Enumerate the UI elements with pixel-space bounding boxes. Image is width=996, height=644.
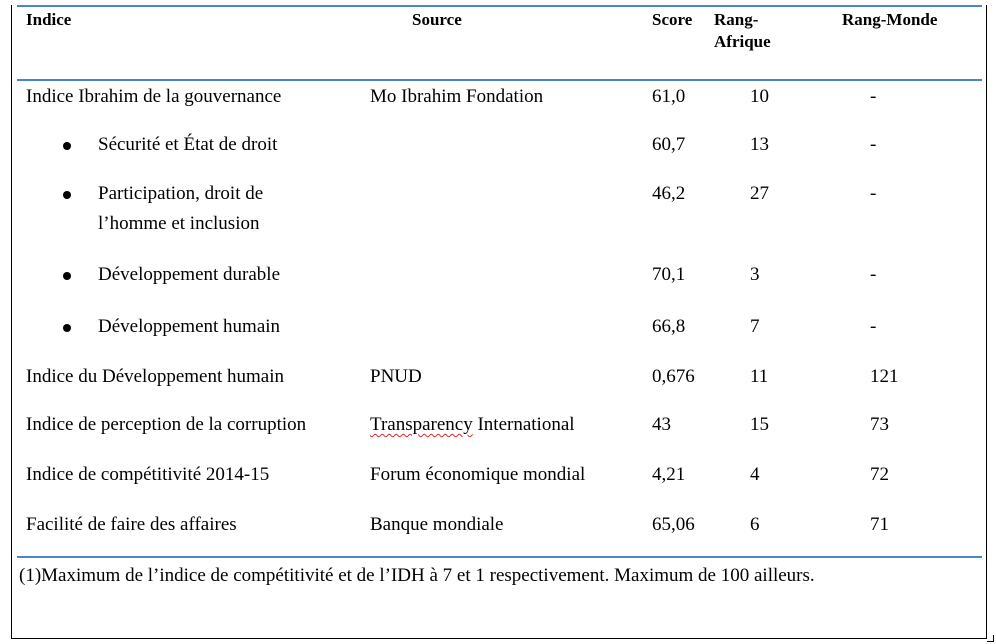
row-0-indice: Indice Ibrahim de la gouvernance (26, 86, 282, 107)
row-3-rang-monde: - (870, 264, 877, 285)
row-0-rang-afrique: 10 (750, 86, 769, 107)
header-source: Source (412, 10, 462, 29)
row-6-source (370, 410, 575, 440)
row-4-score: 66,8 (652, 316, 686, 337)
row-6-rang-afrique: 15 (750, 414, 769, 435)
bullet-icon (63, 142, 71, 150)
header-rang-monde: Rang-Monde (842, 10, 938, 29)
row-5-rang-monde: 121 (870, 366, 899, 387)
bullet-icon (63, 272, 71, 280)
row-1-score: 60,7 (652, 134, 686, 155)
row-7-score: 4,21 (652, 464, 686, 485)
row-8-rang-afrique: 6 (750, 514, 760, 535)
row-6-source-rest: International (472, 414, 575, 435)
row-7-source: Forum économique mondial (370, 464, 586, 485)
row-3-indice: Développement durable (98, 264, 281, 285)
row-1-rang-afrique: 13 (750, 134, 769, 155)
header-rang-afrique: Rang- Afrique (714, 10, 771, 51)
row-2-indice-line1: Participation, droit de (98, 183, 264, 204)
row-7-indice: Indice de compétitivité 2014-15 (26, 464, 270, 485)
bullet-icon (63, 324, 71, 332)
row-5-rang-afrique: 11 (750, 366, 769, 387)
row-7-rang-afrique: 4 (750, 464, 760, 485)
row-8-indice: Facilité de faire des affaires (26, 514, 237, 535)
row-6-rang-monde: 73 (870, 414, 889, 435)
row-4-rang-afrique: 7 (750, 316, 760, 337)
row-3-score: 70,1 (652, 264, 686, 285)
row-4-indice: Développement humain (98, 316, 281, 337)
row-0-score: 61,0 (652, 86, 686, 107)
row-3-rang-afrique: 3 (750, 264, 760, 285)
header-score: Score (652, 10, 693, 29)
row-0-source: Mo Ibrahim Fondation (370, 86, 544, 107)
row-4-rang-monde: - (870, 316, 877, 337)
header-indice: Indice (26, 10, 72, 29)
top-rule (17, 5, 982, 7)
row-8-rang-monde: 71 (870, 514, 889, 535)
header-rule (17, 79, 982, 81)
row-6-indice: Indice de perception de la corruption (26, 414, 307, 435)
row-6-score: 43 (652, 414, 671, 435)
row-8-score: 65,06 (652, 514, 695, 535)
row-5-indice: Indice du Développement humain (26, 366, 285, 387)
row-2-rang-monde: - (870, 183, 877, 204)
row-5-source: PNUD (370, 366, 422, 387)
bullet-icon (63, 191, 71, 199)
row-0-rang-monde: - (870, 86, 877, 107)
row-1-indice: Sécurité et État de droit (98, 134, 278, 155)
row-2-rang-afrique: 27 (750, 183, 769, 204)
resize-handle-icon[interactable] (987, 635, 994, 642)
bottom-rule (17, 556, 982, 558)
row-1-rang-monde: - (870, 134, 877, 155)
row-6-source-misspelled: Transparency (370, 414, 473, 435)
row-2-score: 46,2 (652, 183, 686, 204)
row-8-source: Banque mondiale (370, 514, 504, 535)
row-2-indice-line2: l’homme et inclusion (98, 213, 260, 234)
row-7-rang-monde: 72 (870, 464, 889, 485)
footnote: (1)Maximum de l’indice de compétitivité et de l’IDH à 7 et 1 respectivement. Maximum de 100 ailleurs. (19, 565, 815, 586)
row-5-score: 0,676 (652, 366, 695, 387)
